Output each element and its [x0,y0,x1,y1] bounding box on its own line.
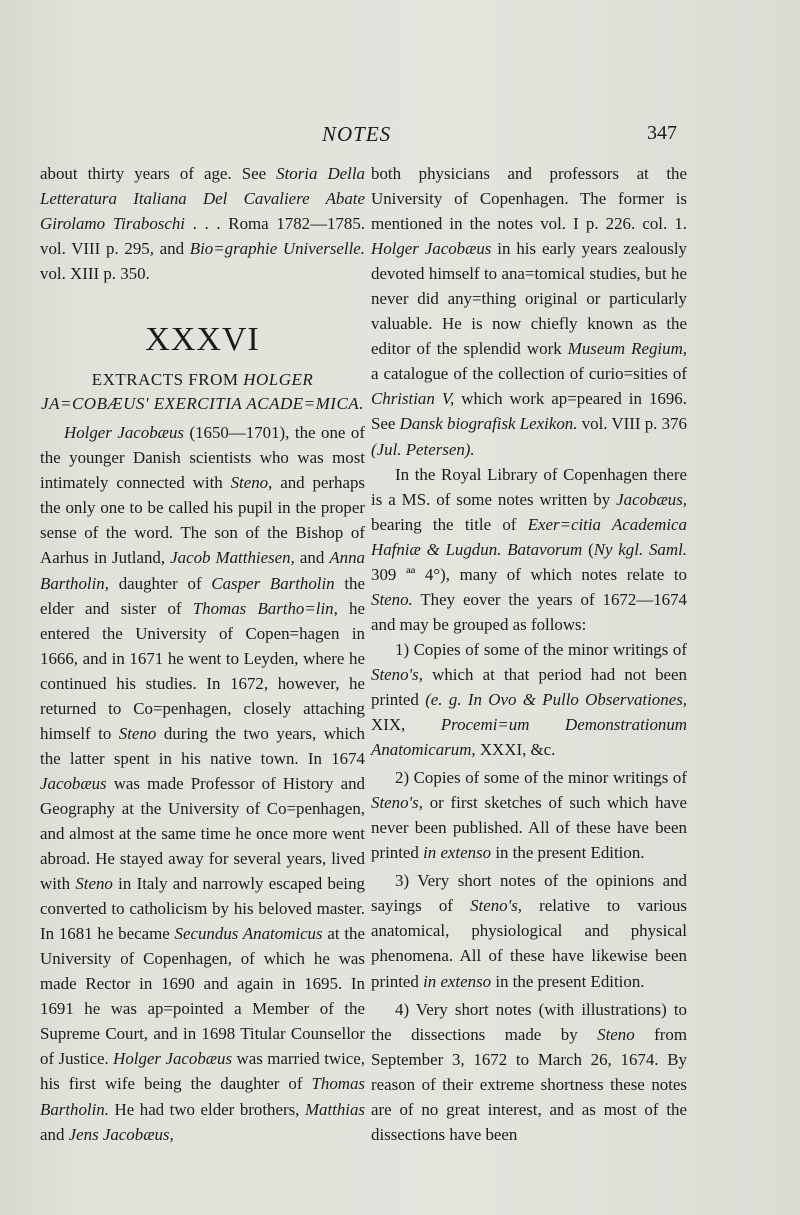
italic-text: Jacob Matthiesen, [170,548,295,568]
text-run: (1650—1701), the one of the younger Danish scientists who was most intimately connected with [40,423,365,493]
italic-text: in extenso [423,843,492,863]
text-run: a catalogue of the collection of curio=sities of [371,364,687,384]
italic-text: Steno. [371,589,413,609]
italic-text: Jacobæus, [616,489,687,509]
list-item [371,868,687,993]
italic-text: Ny kgl. Saml. [593,539,687,559]
text-run: ( [582,539,594,559]
text-run: at the University of Copenhagen, of which he was made Rector in 1690 and again in 1695. In 1691 he was ap=pointed a Member of the Supreme Court, and in 1698 Titular Counsellor of Justice. [40,924,366,1069]
italic-text: Steno [75,874,113,894]
italic-text: Holger Jacobæus [64,423,184,443]
right-column [371,161,687,1147]
text-run: relative to various anatomical, physiological and physical phenomena. All of these have likewise been printed [371,896,688,991]
text-run: bearing the title of [371,514,528,534]
italic-text: Steno, [230,473,273,493]
left-column [40,161,365,1147]
italic-text: Museum Regium, [567,339,687,359]
italic-text: Bio=graphie Universelle. [189,239,365,259]
italic-text: Steno [118,723,157,743]
text-run: 309 ªª 4°), many of which notes relate to [371,564,687,584]
italic-text: Steno [597,1024,635,1044]
text-run: 4) Very short notes (with illustrations) to the dissections made by [371,999,687,1044]
text-run: in Italy and narrowly escaped being converted to catholicism by his beloved master. In 1681 he became [40,874,365,944]
text-run: was made Professor of History and Geography at the University of Co=penhagen, and almost at the same time he once more went abroad. He stayed away for several years, lived with [40,773,365,894]
italic-text: Holger Jacobæus [113,1049,233,1069]
page-header [0,118,800,152]
italic-text: (Jul. Petersen). [371,439,475,459]
italic-text: Steno's, [470,896,523,916]
text-run: in the present Edition. [491,843,645,863]
italic-text: Procemi=um Demonstrationum Anatomicarum, [371,715,687,760]
list-item [371,637,687,762]
text-run: In the Royal Library of Copenhagen there is a MS. of some notes written by [371,464,687,509]
section-number: XXXVI [145,321,260,359]
italic-text: Dansk biografisk Lexikon. [399,414,578,434]
text-run: about thirty years of age. See [40,164,277,183]
text-run: XIX, [371,715,441,735]
section-title [40,368,365,416]
italic-text: Holger Jacobæus [371,239,492,259]
text-run: both physicians and professors at the University of Copenhagen. The former is mentioned in the notes vol. I p. 226. col. 1. [371,164,687,234]
text-run: 3) Very short notes of the opinions and sayings of [371,871,687,916]
paragraph [40,161,365,286]
italic-text: (e. g. In Ovo & Pullo Observationes, [425,689,687,709]
paragraph [40,420,365,1146]
text-run: He had two elder brothers, [108,1099,305,1119]
italic-text: in extenso [423,971,492,991]
italic-text: Matthias [304,1099,365,1119]
text-run: XXXI, &c. [475,740,556,760]
text-run: 2) Copies of some of the minor writings of [395,768,687,788]
text-run: EXTRACTS FROM [91,370,244,390]
text-run: daughter of [108,573,212,593]
italic-text: Exer=citia Academica Hafniæ & Lugdun. Batavorum [371,514,687,559]
text-run: he entered the University of Copen=hagen in 1666, and in 1671 he went to Leyden, where he continued his studies. In 1672, however, he returned to Co=penhagen, closely attaching himself to [40,598,365,743]
list-item [371,765,687,865]
text-run: and perhaps the only one to be called his pupil in the proper sense of the word. The son of the Bishop of Aarhus in Jutland, [40,473,365,568]
running-title: NOTES [322,122,392,146]
italic-text: Steno's, [371,664,423,684]
text-run: . . . Roma 1782—1785. vol. VIII p. 295, and [40,214,365,259]
list-item [371,997,687,1147]
text-run: the elder and sister of [40,573,365,618]
text-run: 1) Copies of some of the minor writings of [395,639,687,659]
paragraph [371,161,687,462]
text-run: vol. VIII p. 376 [577,414,687,434]
italic-text: HOLGER JA=COBÆUS' EXERCITIA ACADE=MICA. [41,370,364,414]
italic-text: Christian V, [371,389,455,409]
italic-text: Casper Bartholin [211,573,335,593]
text-run: from September 3, 1672 to March 26, 1674. By reason of their extreme shortness these notes are of no great interest, and as most of the dissections have been [371,1024,687,1144]
text-run: or first sketches of such which have never been published. All of these have been printed [371,793,687,863]
text-run: which work ap=peared in 1696. See [371,389,687,434]
text-run: They eover the years of 1672—1674 and may be grouped as follows: [371,589,687,634]
italic-text: Anna Bartholin, [40,548,365,593]
text-run: vol. XIII p. 350. [40,264,150,284]
text-run: in his early years zealously devoted himself to ana=tomical studies, but he never did any=thing original or particularly valuable. He is now chiefly known as the editor of the splendid work [371,239,687,359]
italic-text: Thomas Bartho=lin, [192,598,338,618]
text-run: and [40,1124,69,1144]
italic-text: Jacobæus [40,773,107,793]
page-number: 347 [647,122,677,144]
italic-text: Secundus Anatomicus [174,924,323,944]
italic-text: Steno's, [371,793,423,813]
italic-text: Jens Jacobæus, [68,1124,174,1144]
text-run: during the two years, which the latter spent in his native town. In 1674 [40,723,365,768]
italic-text: Thomas Bartholin. [40,1074,365,1119]
paragraph [371,462,687,637]
text-run: which at that period had not been printed [371,664,687,709]
text-run: in the present Edition. [491,971,645,991]
text-run: and [294,548,330,568]
italic-text: Storia Della Letteratura Italiana Del Cavaliere Abate Girolamo Tiraboschi [40,164,366,234]
text-run: was married twice, his first wife being the daughter of [40,1049,365,1094]
